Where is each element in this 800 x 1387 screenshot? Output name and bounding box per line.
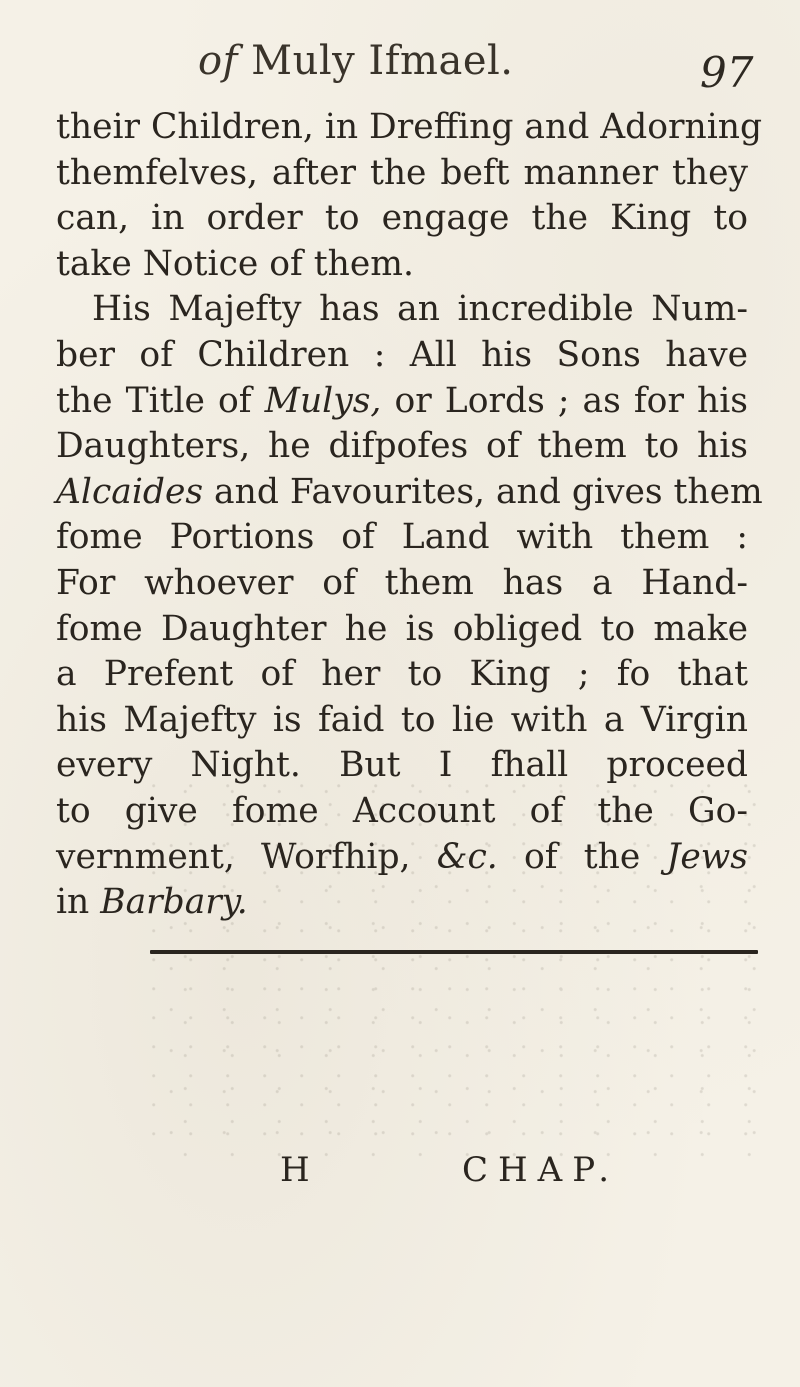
- running-head-name: Muly Ifmael.: [251, 38, 514, 84]
- text-line: For whoever of them has a Hand-: [56, 562, 748, 603]
- text-line: themfelves, after the beft manner they: [56, 152, 748, 193]
- text-line: a Prefent of her to King ; fo that: [56, 654, 748, 695]
- text-line: Alcaides and Favourites, and gives them: [56, 471, 763, 512]
- italic-term: Barbary.: [100, 882, 248, 923]
- show-through-speckle: [150, 780, 770, 1160]
- running-head: [0, 34, 800, 97]
- text-line: to give fome Account of the Go-: [56, 790, 748, 831]
- section-rule: [150, 950, 758, 954]
- text-line: His Majefty has an incredible Num-: [92, 289, 748, 330]
- text-line: the Title of Mulys, or Lords ; as for his: [56, 380, 748, 421]
- text-line: in Barbary.: [56, 882, 248, 923]
- italic-term: Jews: [666, 836, 748, 877]
- text-line: ber of Children : All his Sons have: [56, 334, 748, 375]
- italic-term: &c.: [436, 836, 498, 877]
- page-number: 97: [700, 48, 754, 97]
- italic-term: Alcaides: [56, 471, 204, 512]
- text-line: his Majefty is faid to lie with a Virgin: [56, 699, 748, 740]
- running-head-prefix: of: [198, 38, 238, 84]
- text-line: Daughters, he difpofes of them to his: [56, 426, 748, 467]
- signature-mark: H: [280, 1150, 312, 1190]
- text-line: vernment, Worfhip, &c. of the Jews: [56, 836, 748, 877]
- text-line: can, in order to engage the King to: [56, 198, 748, 239]
- text-line: every Night. But I fhall proceed: [56, 745, 748, 786]
- text-line: fome Daughter he is obliged to make: [56, 608, 748, 649]
- catchword: CHAP.: [462, 1150, 620, 1190]
- italic-term: Mulys,: [264, 380, 382, 421]
- text-line: their Children, in Dreffing and Adorning: [56, 107, 763, 147]
- text-line: take Notice of them.: [56, 243, 414, 284]
- running-head-title: [198, 38, 514, 84]
- text-line: fome Portions of Land with them :: [56, 517, 748, 558]
